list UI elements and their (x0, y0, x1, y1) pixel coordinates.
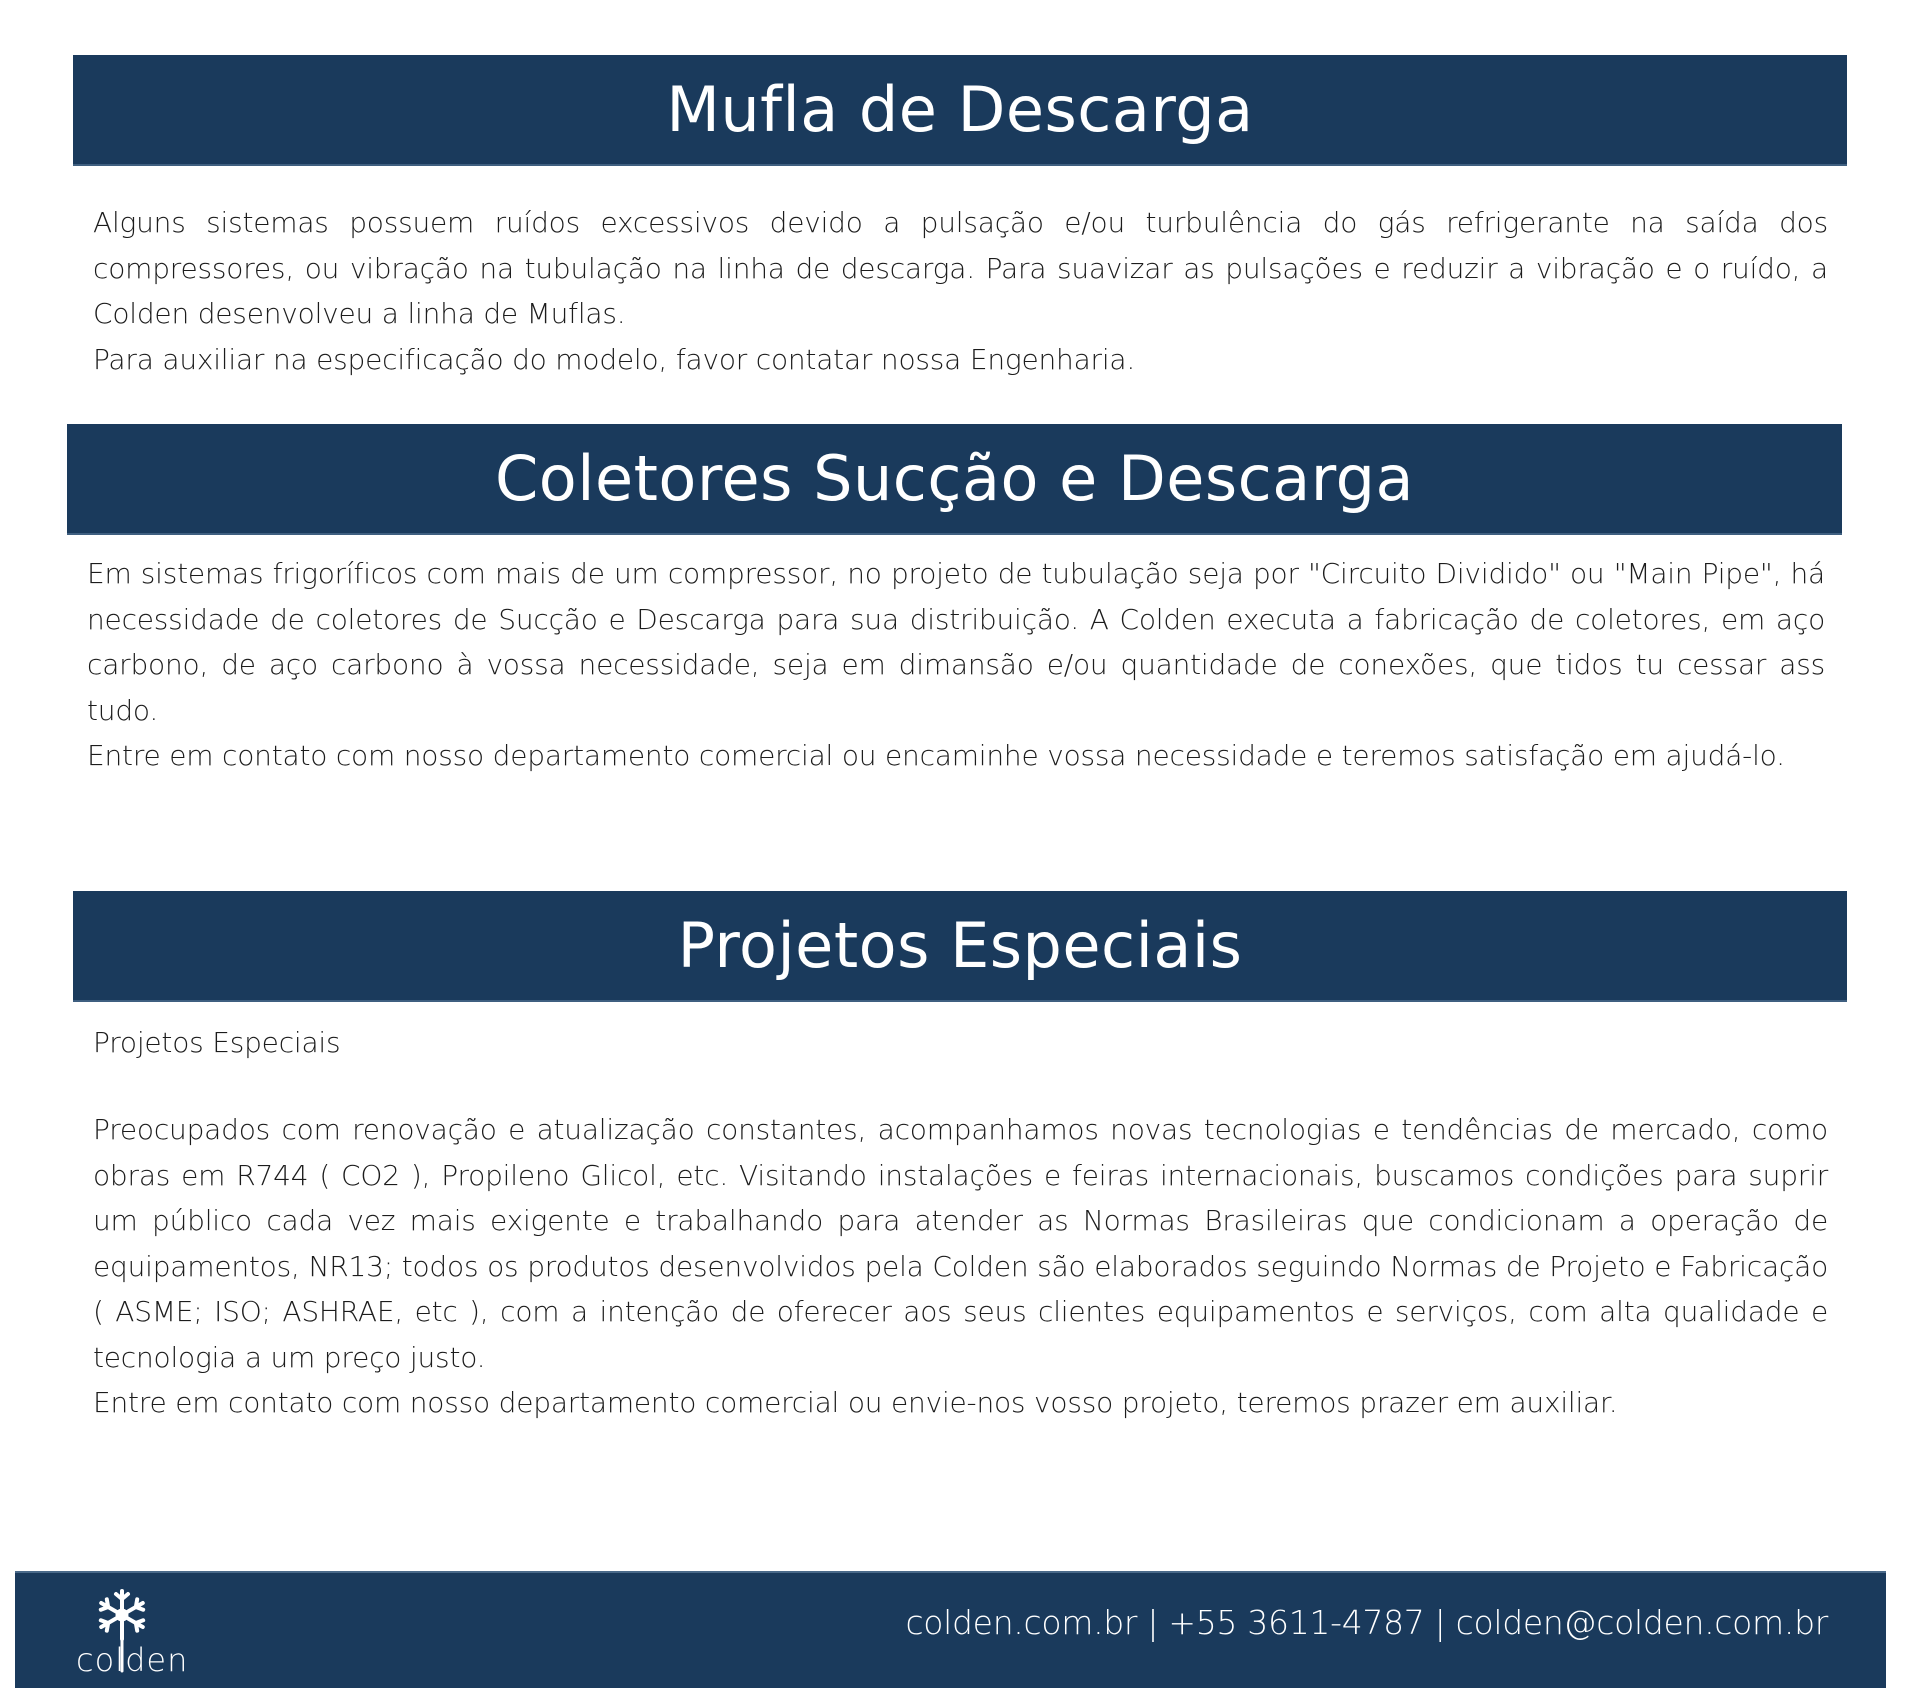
paragraph: Entre em contato com nosso departamento comercial ou encaminhe vossa necessidade e teremos satisfação em ajudá-lo. (87, 739, 1785, 772)
paragraph: Alguns sistemas possuem ruídos excessivos devido a pulsação e/ou turbulência do gás refrigerante na saída dos compressores, ou vibração na tubulação na linha de descarga. Para suavizar as pulsações e reduzir a vibração e o ruído, a Colden desenvolveu a linha de Muflas. (93, 206, 1828, 330)
footer-bar (15, 1571, 1886, 1688)
section-header-coletores (67, 424, 1842, 535)
paragraph: Preocupados com renovação e atualização constantes, acompanhamos novas tecnologias e tendências de mercado, como obras em R744 ( CO2 ), Propileno Glicol, etc. Visitando instalações e feiras internacionais, buscamos condições para suprir um público cada vez mais exigente e trabalhando para atender as Normas Brasileiras que condicionam a operação de equipamentos, NR13; todos os produtos desenvolvidos pela Colden são elaborados seguindo Normas de Projeto e Fabricação ( ASME; ISO; ASHRAE, etc ), com a intenção de oferecer aos seus clientes equipamentos e serviços, com alta qualidade e tecnologia a um preço justo. (93, 1113, 1828, 1374)
section-title: Projetos Especiais (677, 909, 1243, 982)
paragraph: Em sistemas frigoríficos com mais de um compressor, no projeto de tubulação seja por "Circuito Dividido" ou "Main Pipe", há necessidade de coletores de Sucção e Descarga para sua distribuição. A Colden executa a fabricação de coletores, em aço carbono, de aço carbono à vossa necessidade, seja em dimansão e/ou quantidade de conexões, que tidos tu cessar ass tudo. (87, 557, 1825, 727)
contact-info: colden.com.br | +55 3611-4787 | colden@colden.com.br (905, 1603, 1828, 1642)
section-body-mufla (93, 200, 1828, 382)
section-header-mufla (73, 55, 1847, 166)
paragraph: Para auxiliar na especificação do modelo, favor contatar nossa Engenharia. (93, 342, 1136, 376)
logo-wordmark: colden (76, 1641, 189, 1679)
section-body-coletores (87, 551, 1825, 779)
section-body-projetos (93, 1107, 1828, 1426)
section-header-projetos (73, 891, 1847, 1002)
section-title: Coletores Sucção e Descarga (495, 442, 1414, 515)
section-subtitle (93, 1020, 1828, 1066)
subtitle-text: Projetos Especiais (93, 1026, 341, 1059)
colden-logo (70, 1587, 189, 1679)
section-title: Mufla de Descarga (666, 73, 1254, 146)
paragraph: Entre em contato com nosso departamento comercial ou envie-nos vosso projeto, teremos prazer em auxiliar. (93, 1386, 1618, 1419)
